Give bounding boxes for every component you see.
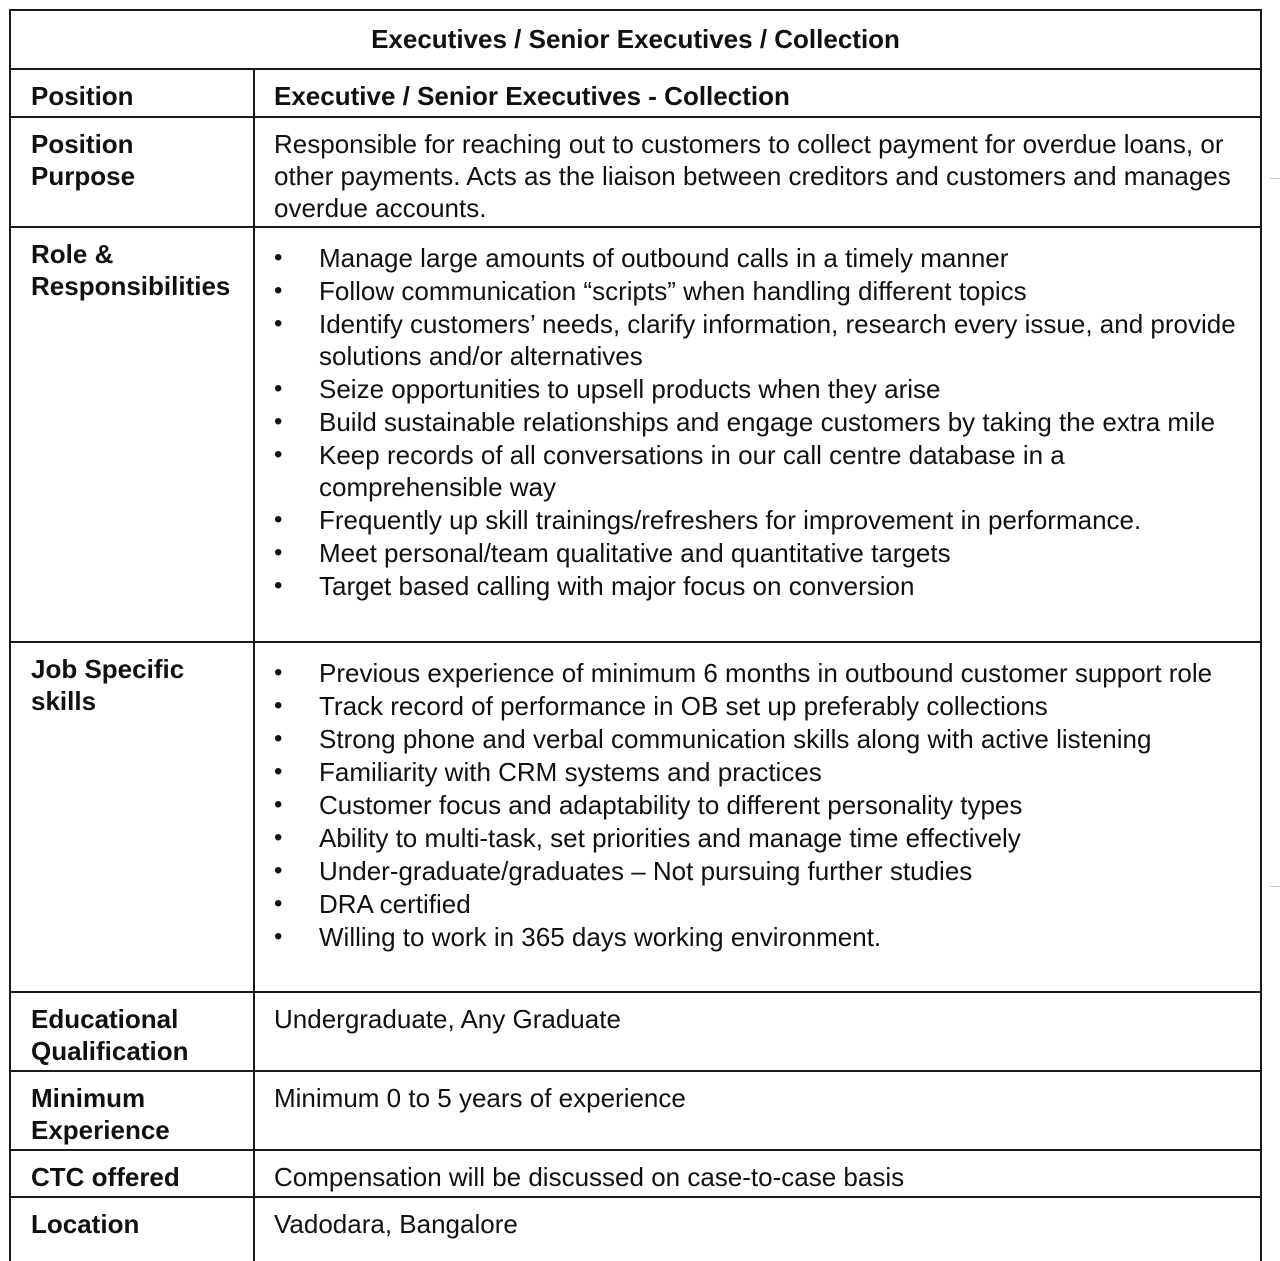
position-value: Executive / Senior Executives - Collection [254,69,1261,117]
list-item: • Frequently up skill trainings/refreshers for improvement in performance. [274,504,1252,536]
list-item: • Track record of performance in OB set up preferably collections [274,690,1252,722]
table-title: Executives / Senior Executives / Collection [10,10,1261,69]
purpose-value: Responsible for reaching out to customers to collect payment for overdue loans, or other payments. Acts as the liaison between creditors and customers and manages overdue accounts. [254,117,1261,227]
education-label-line1: Educational [31,1004,179,1034]
roles-label-line1: Role & [31,239,114,269]
list-item: • Under-graduate/graduates – Not pursuing further studies [274,855,1252,887]
roles-label [10,227,254,642]
job-description-table [9,9,1262,1261]
list-item: • Previous experience of minimum 6 months in outbound customer support role [274,657,1252,689]
position-label: Position [10,69,254,117]
list-item: • DRA certified [274,888,1252,920]
list-item: • Willing to work in 365 days working environment. [274,921,1252,953]
experience-value: Minimum 0 to 5 years of experience [254,1071,1261,1150]
list-item: • Familiarity with CRM systems and practices [274,756,1252,788]
list-item: • Follow communication “scripts” when handling different topics [274,275,1252,307]
education-row [10,992,1261,1071]
education-label-line2: Qualification [31,1036,189,1066]
roles-list [274,242,1252,602]
experience-label-line2: Experience [31,1115,170,1145]
list-item: • Manage large amounts of outbound calls in a timely manner [274,242,1252,274]
experience-row [10,1071,1261,1150]
ctc-value: Compensation will be discussed on case-to-case basis [254,1150,1261,1197]
skills-label-line1: Job Specific [31,654,185,684]
list-item: • Strong phone and verbal communication skills along with active listening [274,723,1252,755]
experience-label [10,1071,254,1150]
education-label [10,992,254,1071]
list-item: • Seize opportunities to upsell products when they arise [274,373,1252,405]
experience-label-line1: Minimum [31,1083,146,1113]
purpose-label [10,117,254,227]
skills-value [254,642,1261,992]
position-row [10,69,1261,117]
education-value: Undergraduate, Any Graduate [254,992,1261,1071]
location-row [10,1197,1261,1261]
list-item: • Meet personal/team qualitative and quantitative targets [274,537,1252,569]
list-item: • Keep records of all conversations in our call centre database in a comprehensible way [274,439,1252,503]
title-row [10,10,1261,69]
roles-label-line2: Responsibilities [31,271,231,301]
purpose-label-line2: Purpose [31,161,136,191]
ctc-row [10,1150,1261,1197]
roles-value [254,227,1261,642]
edge-mark [1270,178,1280,179]
list-item: • Customer focus and adaptability to different personality types [274,789,1252,821]
list-item: • Target based calling with major focus on conversion [274,570,1252,602]
purpose-row [10,117,1261,227]
purpose-label-line1: Position [31,129,134,159]
skills-label-line2: skills [31,686,97,716]
skills-list [274,657,1252,953]
skills-row [10,642,1261,992]
roles-row [10,227,1261,642]
edge-mark [1270,886,1280,887]
location-value: Vadodara, Bangalore [254,1197,1261,1261]
list-item: • Build sustainable relationships and engage customers by taking the extra mile [274,406,1252,438]
list-item: • Ability to multi-task, set priorities and manage time effectively [274,822,1252,854]
location-label: Location [10,1197,254,1261]
skills-label [10,642,254,992]
list-item: • Identify customers’ needs, clarify information, research every issue, and provide solutions and/or alternatives [274,308,1252,372]
ctc-label: CTC offered [10,1150,254,1197]
